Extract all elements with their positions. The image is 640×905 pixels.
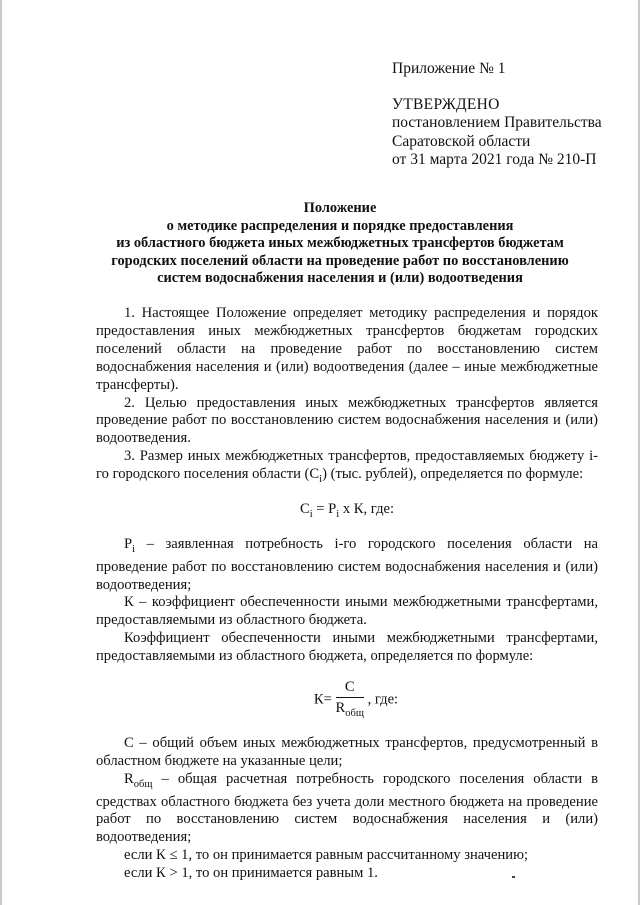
document-heading [60,200,620,288]
paragraph-1: 1. Настоящее Положение определяет методику распределения и порядок предоставления иных межбюджетных трансфертов бюджетам городских поселений области на проведение работ по восстановлению систем водоснабжения населения и (или) водоотведения (далее – иные межбюджетные трансферты). [96,305,598,393]
approval-block [392,60,632,170]
approval-line-1: постановлением Правительства [392,114,602,131]
document-title: Положение [303,200,377,216]
paragraph-3: 3. Размер иных межбюджетных трансфертов, предоставляемых бюджету i-го городского поселения области $(С_i)$ (тыс. рублей), определяется по формуле: [96,448,598,486]
heading-line-4: систем водоснабжения населения и (или) водоотведения [157,270,523,287]
heading-line-2: из областного бюджета иных межбюджетных трансфертов бюджетам [116,235,564,252]
approval-line-3: от 31 марта 2021 года № 210-П [392,151,597,168]
definition-pi: $Р_i$ – заявленная потребность i-го городского поселения области на проведение работ по восстановлению систем водоснабжения населения и (или) водоотведения; [96,535,598,593]
paragraph-2: 2. Целью предоставления иных межбюджетных трансфертов является проведение работ по восстановлению систем водоснабжения населения и (или) водоотведения. [96,394,598,447]
definition-c: С – общий объем иных межбюджетных трансфертов, предусмотренный в областном бюджете на указанные цели; [96,734,598,769]
scan-edge-left [0,0,2,905]
formula-ci: $С_i = Р_i$ х К, где: [299,500,395,520]
definition-rtotal: $R_{общ}$ – общая расчетная потребность городского поселения области в средствах областного бюджета без учета доли местного бюджета на проведение работ по восстановлению систем водоснабжения населения и (или) водоотведения; [96,770,598,846]
definition-k: К – коэффициент обеспеченности иными межбюджетными трансфертами, предоставляемыми из областного бюджета. [96,594,598,629]
fraction-denominator: $R_{общ}$ [335,700,364,719]
paragraph-4: Коэффициент обеспеченности иными межбюджетными трансфертами, предоставляемыми из областного бюджета, определяется по формуле: [96,630,598,665]
document-body [96,305,598,883]
scan-speck [512,876,515,878]
fraction [336,678,364,723]
heading-line-3: городских поселений области на проведение работ по восстановлению [111,252,569,269]
heading-line-1: о методике распределения и порядке предоставления [166,217,514,234]
approval-line-2: Саратовской области [392,132,531,150]
approved-stamp-text: УТВЕРЖДЕНО [392,95,500,113]
fraction-numerator: С [336,678,364,698]
condition-k-gt-1: если К > 1, то он принимается равным 1. [124,865,378,882]
condition-k-le-1: если К ≤ 1, то он принимается равным рассчитанному значению; [124,847,529,864]
appendix-label: Приложение № 1 [392,60,506,77]
formula-k: К= $\frac{С}{R_{общ}}$ , где: [114,678,598,723]
